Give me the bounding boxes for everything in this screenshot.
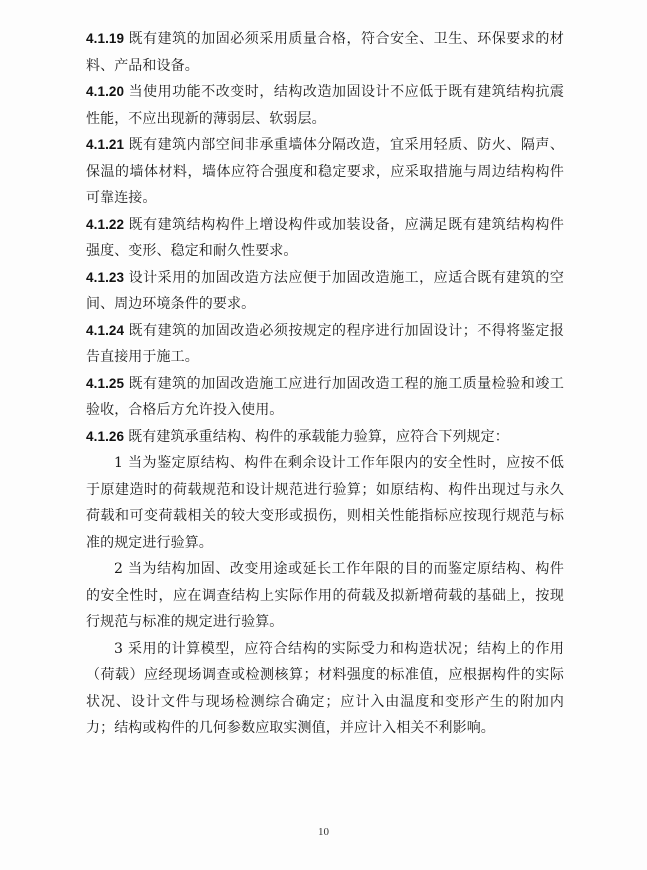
list-item-1: 1 当为鉴定原结构、构件在剩余设计工作年限内的安全性时，应按不低于原建造时的荷载规范和设计规范进行验算；如原结构、构件出现过与永久荷载和可变荷载相关的较大变形或损伤，则相关性能指标应按现行规范与标准的规定进行验算。 bbox=[86, 455, 564, 551]
clause-text: 既有建筑内部空间非承重墙体分隔改造，宜采用轻质、防火、隔声、保温的墙体材料，墙体应符合强度和稳定要求，应采取措施与周边结构构件可靠连接。 bbox=[86, 137, 564, 206]
clause-number: 4.1.26 bbox=[86, 428, 125, 444]
clause-4-1-23 bbox=[86, 265, 564, 318]
clause-4-1-22 bbox=[86, 212, 564, 265]
clause-number: 4.1.22 bbox=[86, 216, 125, 232]
clause-number: 4.1.24 bbox=[86, 322, 125, 338]
document-body bbox=[86, 26, 564, 742]
clause-number: 4.1.20 bbox=[86, 84, 125, 99]
clause-number: 4.1.19 bbox=[86, 31, 125, 46]
clause-4-1-24 bbox=[86, 318, 564, 371]
clause-4-1-25 bbox=[86, 371, 564, 424]
clause-number: 4.1.23 bbox=[86, 269, 125, 285]
clause-text: 既有建筑承重结构、构件的承载能力验算，应符合下列规定： bbox=[128, 428, 509, 445]
clause-4-1-19 bbox=[86, 26, 564, 79]
list-item-2: 2 当为结构加固、改变用途或延长工作年限的目的而鉴定原结构、构件的安全性时，应在调查结构上实际作用的荷载及拟新增荷载的基础上，按现行规范与标准的规定进行验算。 bbox=[86, 561, 564, 630]
clause-4-1-21 bbox=[86, 132, 564, 212]
clause-text: 既有建筑结构构件上增设构件或加装设备，应满足既有建筑结构构件强度、变形、稳定和耐久性要求。 bbox=[86, 216, 564, 259]
page-number: 10 bbox=[318, 826, 329, 838]
list-item-3: 3 采用的计算模型，应符合结构的实际受力和构造状况；结构上的作用（荷载）应经现场调查或检测核算；材料强度的标准值，应根据构件的实际状况、设计文件与现场检测综合确定；应计入由温度和变形产生的附加内力；结构或构件的几何参数应取实测值，并应计入相关不利影响。 bbox=[86, 640, 564, 736]
clause-text: 既有建筑的加固必须采用质量合格，符合安全、卫生、环保要求的材料、产品和设备。 bbox=[86, 31, 564, 74]
clause-text: 当使用功能不改变时，结构改造加固设计不应低于既有建筑结构抗震性能，不应出现新的薄弱层、软弱层。 bbox=[86, 84, 564, 127]
clause-4-1-26 bbox=[86, 424, 564, 451]
clause-text: 既有建筑的加固改造施工应进行加固改造工程的施工质量检验和竣工验收，合格后方允许投入使用。 bbox=[86, 375, 564, 418]
clause-number: 4.1.21 bbox=[86, 137, 125, 152]
clause-4-1-20 bbox=[86, 79, 564, 132]
clause-text: 既有建筑的加固改造必须按规定的程序进行加固设计；不得将鉴定报告直接用于施工。 bbox=[86, 322, 564, 365]
clause-number: 4.1.25 bbox=[86, 375, 125, 391]
clause-text: 设计采用的加固改造方法应便于加固改造施工，应适合既有建筑的空间、周边环境条件的要求。 bbox=[86, 269, 564, 312]
